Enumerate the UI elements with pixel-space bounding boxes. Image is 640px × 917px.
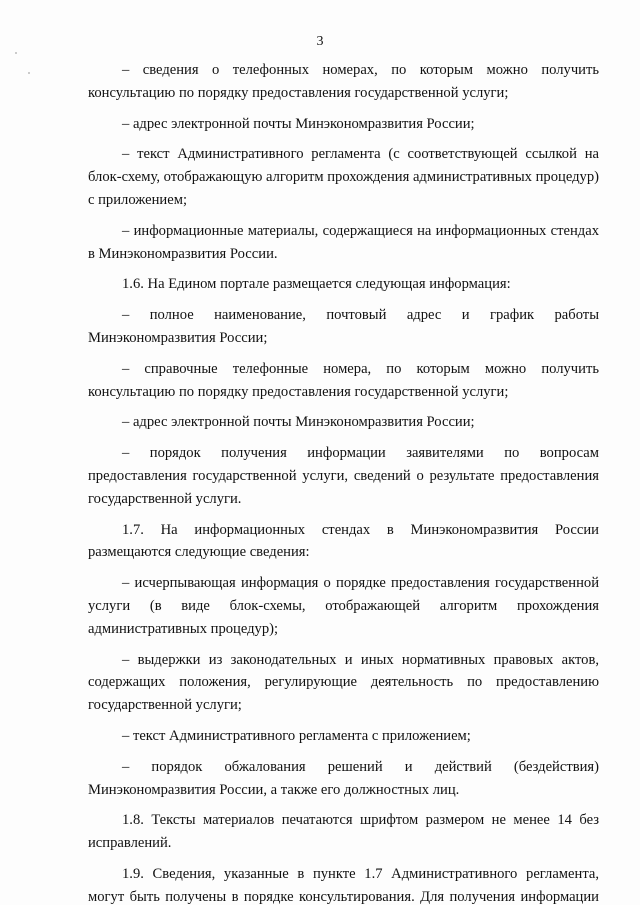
paragraph-phone-consultation: – сведения о телефонных номерах, по которым можно получить консультацию по порядку предоставления государственной услуги; <box>88 62 599 101</box>
paragraph-section-1-7: 1.7. На информационных стендах в Минэкономразвития России размещаются следующие сведения: <box>88 521 599 561</box>
paragraph-exhaustive-info: – исчерпывающая информация о порядке предоставления государственной услуги (в виде блок-схемы, отображающей алгоритм прохождения административных процедур); <box>88 575 599 637</box>
paragraph-full-name: – полное наименование, почтовый адрес и график работы Минэкономразвития России; <box>88 307 599 346</box>
paragraph-reference-phones: – справочные телефонные номера, по которым можно получить консультацию по порядку предоставления государственной услуги; <box>88 360 599 400</box>
page-number: 3 <box>316 34 324 49</box>
paragraph-info-materials: – информационные материалы, содержащиеся на информационных стендах в Минэкономразвития России. <box>88 222 599 262</box>
scan-speck <box>28 72 30 74</box>
paragraph-email-2: – адрес электронной почты Минэкономразвития России; <box>122 414 475 431</box>
paragraph-section-1-8: 1.8. Тексты материалов печатаются шрифтом размером не менее 14 без исправлений. <box>88 812 599 852</box>
paragraph-legal-extracts: – выдержки из законодательных и иных нормативных правовых актов, содержащих положения, регулирующие деятельность по предоставлению государственной услуги; <box>88 651 599 714</box>
paragraph-section-1-6: 1.6. На Едином портале размещается следующая информация: <box>122 276 511 293</box>
paragraph-section-1-9: 1.9. Сведения, указанные в пункте 1.7 Административного регламента, могут быть получены в порядке консультирования. Для получения информации <box>88 865 599 905</box>
document-body <box>88 59 599 917</box>
paragraph-regulation-with-appendix: – текст Административного регламента с приложением; <box>122 727 471 744</box>
paragraph-email: – адрес электронной почты Минэкономразвития России; <box>122 115 475 132</box>
paragraph-appeal-procedure: – порядок обжалования решений и действий (бездействия) Минэкономразвития России, а также его должностных лиц. <box>88 758 599 798</box>
scan-speck <box>15 52 17 54</box>
paragraph-regulation-text: – текст Административного регламента (с соответствующей ссылкой на блок-схему, отображающую алгоритм прохождения административных процедур) с приложением; <box>88 146 599 208</box>
paragraph-info-procedure: – порядок получения информации заявителями по вопросам предоставления государственной услуги, сведений о результате предоставления государственной услуги. <box>88 445 599 507</box>
